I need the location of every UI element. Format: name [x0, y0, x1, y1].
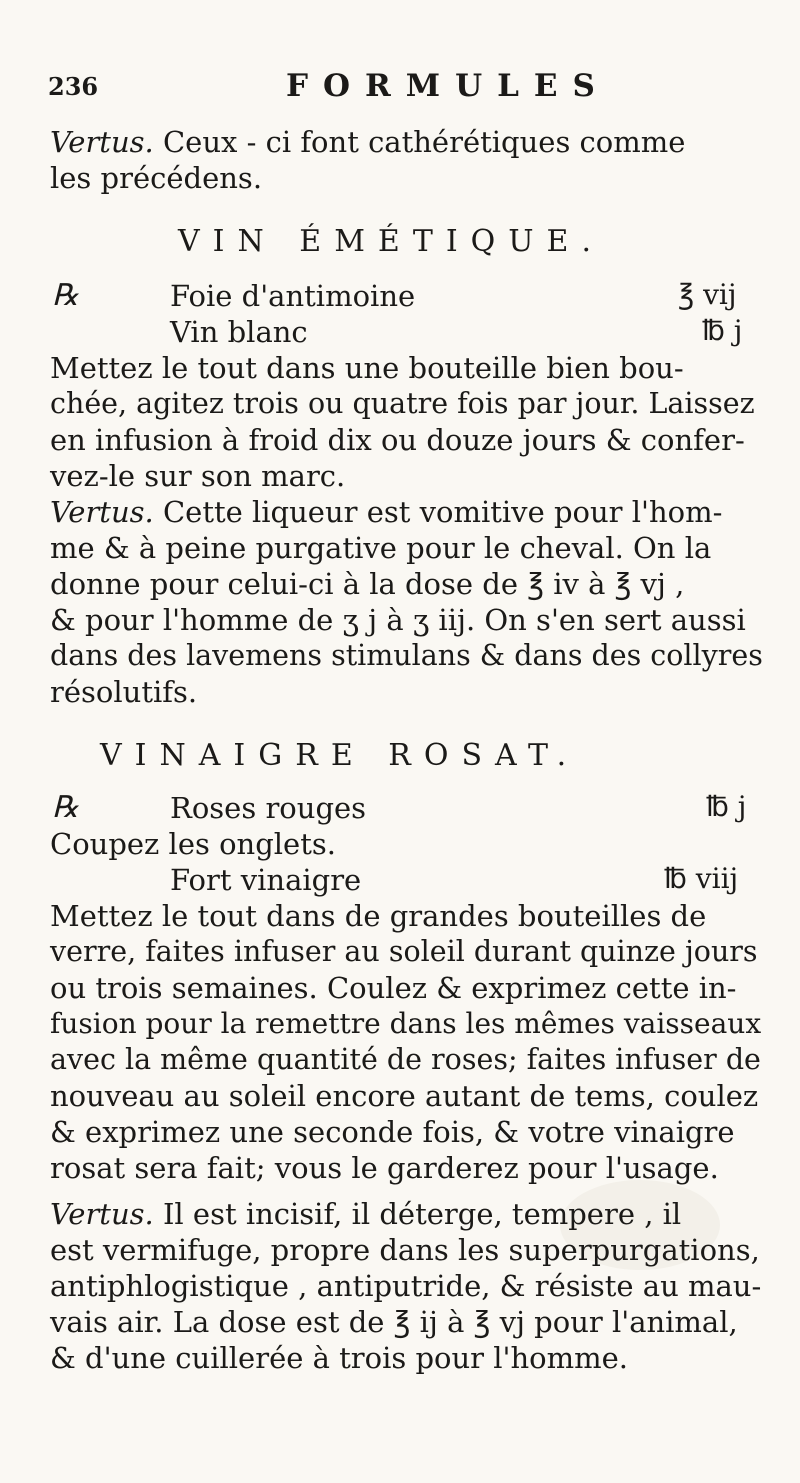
text-line: chée, agitez trois ou quatre fois par jour. Laissez: [50, 387, 755, 420]
text-line: antiphlogistique , antiputride, & résiste au mau-: [50, 1269, 762, 1303]
text-line: Coupez les onglets.: [50, 827, 336, 861]
ingredient-name: Vin blanc: [170, 315, 308, 349]
text-line: me & à peine purgative pour le cheval. On la: [50, 531, 712, 565]
text-line: avec la même quantité de roses; faites infuser de: [50, 1043, 761, 1076]
ingredient-quantity: ℔ j: [702, 314, 743, 347]
text-line: & exprimez une seconde fois, & votre vinaigre: [50, 1115, 735, 1149]
text-line: vais air. La dose est de ℥ ij à ℥ vj pour l'animal,: [50, 1305, 738, 1339]
ingredient-name: Fort vinaigre: [170, 863, 362, 897]
recipe-symbol: ℞: [52, 790, 79, 825]
ingredient-quantity: ℥ vij: [678, 278, 737, 311]
text-line: en infusion à froid dix ou douze jours & confer-: [50, 423, 745, 457]
text-line: résolutifs.: [50, 675, 198, 709]
ingredient-name: Roses rouges: [170, 791, 367, 825]
text-line: donne pour celui-ci à la dose de ℥ iv à ℥ vj ,: [50, 567, 685, 601]
text-line: & pour l'homme de ʒ j à ʒ iij. On s'en sert aussi: [50, 603, 746, 637]
text-line: les précédens.: [50, 161, 263, 195]
ingredient-quantity: ℔ j: [706, 790, 747, 823]
text-line: rosat sera fait; vous le garderez pour l'usage.: [50, 1151, 719, 1185]
text-line: & d'une cuillerée à trois pour l'homme.: [50, 1341, 629, 1375]
vertus-label: Vertus.: [50, 1197, 154, 1231]
ingredient-name: Foie d'antimoine: [170, 279, 416, 313]
text-line: Vertus. Cette liqueur est vomitive pour l'hom-: [50, 495, 723, 529]
section-title: VINAIGRE ROSAT.: [100, 738, 580, 773]
text-line: Vertus. Ceux - ci font cathérétiques comme: [50, 125, 686, 159]
vertus-label: Vertus.: [50, 125, 154, 159]
text-line: est vermifuge, propre dans les superpurgations,: [50, 1233, 760, 1267]
section-title: VIN ÉMÉTIQUE.: [178, 224, 604, 259]
ingredient-quantity: ℔ viij: [664, 862, 739, 895]
text-line: Mettez le tout dans une bouteille bien bou-: [50, 351, 684, 385]
page-header: [48, 68, 748, 112]
text-line: Vertus. Il est incisif, il déterge, tempere , il: [50, 1197, 682, 1231]
text-line: nouveau au soleil encore autant de tems, coulez: [50, 1079, 759, 1113]
recipe-symbol: ℞: [52, 278, 79, 313]
text-line: ou trois semaines. Coulez & exprimez cette in-: [50, 971, 737, 1005]
page-number: 236: [48, 72, 99, 101]
text-line: verre, faites infuser au soleil durant quinze jours: [50, 935, 758, 968]
text-line: Mettez le tout dans de grandes bouteilles de: [50, 899, 707, 933]
running-title: FORMULES: [286, 68, 610, 104]
text-line: dans des lavemens stimulans & dans des collyres: [50, 639, 763, 672]
text-line: vez-le sur son marc.: [50, 459, 346, 493]
text-line: fusion pour la remettre dans les mêmes vaisseaux: [50, 1007, 762, 1040]
vertus-label: Vertus.: [50, 495, 154, 529]
